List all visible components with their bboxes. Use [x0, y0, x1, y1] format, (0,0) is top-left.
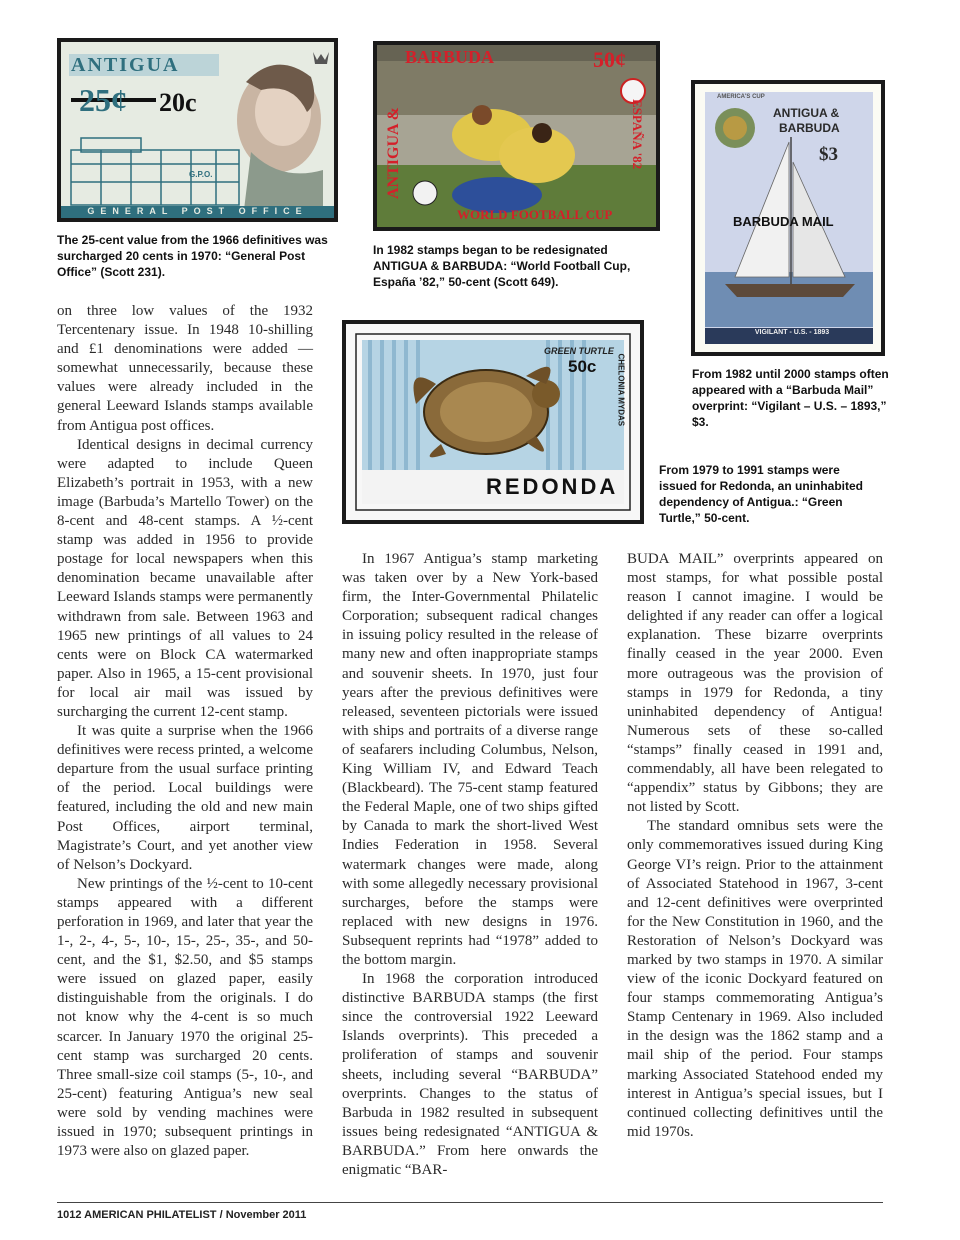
turtle-title: GREEN TURTLE	[544, 346, 614, 356]
caption-football: In 1982 stamps began to be redesignated ANTIGUA & BARBUDA: “World Football Cup, España ’82,” 50-cent (Scott 649).	[373, 243, 631, 289]
turtle-side-text: CHELONIA MYDAS	[616, 353, 626, 427]
ship-value: $3	[819, 144, 838, 165]
gpo-new-value: 20c	[159, 88, 197, 117]
stamp-antigua-gpo	[57, 38, 338, 222]
stamp-ship	[691, 80, 885, 356]
gpo-old-value: 25¢	[79, 82, 127, 118]
column-left	[57, 302, 313, 1161]
gpo-bottom-label: GENERAL POST OFFICE	[87, 206, 308, 216]
football-value: 50¢	[593, 47, 626, 72]
stamp-turtle	[342, 320, 644, 524]
gpo-building-label: G.P.O.	[189, 170, 213, 179]
ship-arc-text: AMERICA'S CUP	[717, 94, 765, 100]
page-footer	[57, 1202, 883, 1221]
stamp-football	[373, 41, 660, 231]
turtle-value: 50c	[568, 357, 597, 376]
paragraph: on three low values of the 1932 Tercentenary issue. In 1948 10-shilling and £1 denominations were added — somewhat unnecessarily, because these values were already included in the general Leeward Islands stamps available from Antigua post offices.	[57, 303, 313, 434]
paragraph: In 1968 the corporation introduced distinctive BARBUDA stamps (the first since the controversial 1922 Leeward Islands overprints). This preceded a proliferation of stamps and souvenir sheets, including several “BARBUDA” overprints. Changes to the status of Barbuda in 1982 resulted in subsequent issues being redesignated “ANTIGUA & BARBUDA.” From here onwards the enigmatic “BAR-	[342, 971, 598, 1178]
column-middle	[342, 550, 598, 1180]
ship-bottom-text: VIGILANT - U.S. - 1893	[754, 329, 830, 336]
ship-country-line2: BARBUDA	[779, 121, 840, 135]
paragraph: It was quite a surprise when the 1966 definitives were recess printed, a welcome departure from the usual surface printing of the period. Local buildings were featured, including the old and new main Post Offices, airport terminal, Magistrate’s Court, and yet another view of Nelson’s Dockyard.	[57, 723, 313, 873]
caption-turtle: From 1979 to 1991 stamps were issued for Redonda, an uninhabited dependency of Antigua.: “Green Turtle,” 50-cent.	[659, 463, 864, 525]
paragraph: Identical designs in decimal currency were adapted to include Queen Elizabeth’s portrait in 1953, with a new image (Barbuda’s Martello Tower) on the 8-cent and 48-cent stamps. A ½-cent stamp was added in 1956 to provide postage for local newspapers when this denomination became unavailable after Leeward Islands stamps were permanently withdrawn from sale. Between 1963 and 1965 new printings of all values to 24 cents were on Block CA watermarked paper. Also in 1965, a 15-cent provisional for local air mail was issued by surcharging the current 12-cent stamp.	[57, 436, 313, 720]
football-country-top: BARBUDA	[405, 47, 495, 67]
gpo-country: ANTIGUA	[71, 54, 180, 76]
ship-country-line1: ANTIGUA &	[773, 106, 840, 120]
caption-ship: From 1982 until 2000 stamps often appeared with a “Barbuda Mail” overprint: “Vigilant – U.S. – 1893,” $3.	[692, 367, 889, 429]
turtle-country: REDONDA	[486, 474, 619, 499]
football-country-left: ANTIGUA &	[385, 106, 402, 199]
ship-overprint: BARBUDA MAIL	[733, 214, 834, 229]
caption-gpo: The 25-cent value from the 1966 definitives was surcharged 20 cents in 1970: “General Post Office” (Scott 231).	[57, 233, 328, 279]
column-right	[627, 550, 883, 1142]
footer-text: 1012 AMERICAN PHILATELIST / November 2011	[57, 1209, 307, 1221]
paragraph: New printings of the ½-cent to 10-cent stamps appeared with a different perforation in 1969, and later that year the 1-, 2-, 4-, 5-, 10-, 15-, 25-, 35-, and 50-cent, and the $1, $2.50, and $5 stamps were issued on glazed paper, easily distinguishable from the originals. I do not know why the 4-cent is so much scarcer. In January 1970 the original 25-cent stamp was surcharged 20 cents. Three small-size coil stamps (5-, 10-, and 25-cent) featuring Antigua’s new seal were sold by vending machines were issued in 1970; subsequent printings in 1973 were also on glazed paper.	[57, 875, 313, 1160]
paragraph: In 1967 Antigua’s stamp marketing was taken over by a New York-based firm, the Inter-Governmental Philatelic Corporation; subsequent radical changes in issuing policy resulted in the release of many new and often inappropriate stamps and souvenir sheets. In 1970, just four years after the previous definitives were released, seventeen pictorials were issued with ships and portraits of a diverse range of seafarers including Columbus, Nelson, King William IV, and Edward Teach (Blackbeard). The 75-cent stamp featured the Federal Maple, one of two ships gifted by Canada to mark the short-lived West Indies Federation in 1958. Several watermark changes were made, along with some allegedly necessary provisional surcharges, before the stamps were replaced with new designs in 1976. Subsequent reprints had “1978” added to the bottom margin.	[342, 551, 598, 968]
paragraph: BUDA MAIL” overprints appeared on most stamps, for what possible postal reason I cannot imagine. I would be delighted if any reader can offer a logical explanation. These bizarre overprints finally ceased in the year 2000. Even more outrageous was the provision of stamps in 1979 for Redonda, a tiny uninhabited dependency of Antigua! Numerous sets of these so-called “stamps” finally ceased in 1991 and, commendably, all have been relegated to “appendix” status by Gibbons; they are not listed by Scott.	[627, 551, 883, 816]
football-side-text: ESPAÑA '82	[630, 99, 645, 170]
paragraph: The standard omnibus sets were the only commemoratives issued during King George VI’s reign. Prior to the attainment of Associated Statehood in 1967, 3-cent and 12-cent definitives were overprinted for the New Constitution in 1960, and the Restoration of Nelson’s Dockyard was marked by two stamps in 1970. A similar view of the iconic Dockyard featured on four stamps commemorating Antigua’s Stamp Centenary in 1969. Also included in the design was the 1862 stamp and a mail ship of the period. Four stamps marking Associated Statehood ended my interest in Antigua’s special issues, but I continued collecting definitives until the mid 1970s.	[627, 818, 883, 1140]
football-bottom-text: WORLD FOOTBALL CUP	[457, 207, 613, 222]
